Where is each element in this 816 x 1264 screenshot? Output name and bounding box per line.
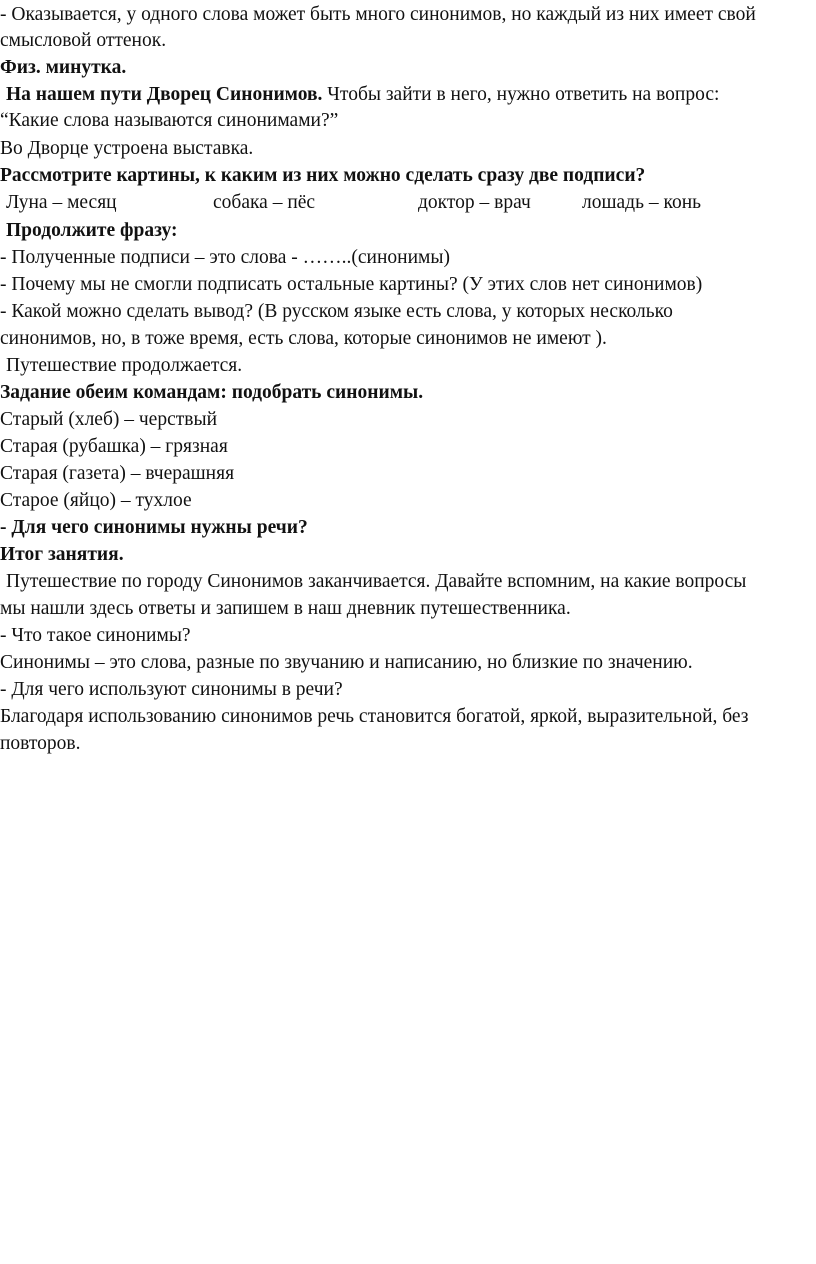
text-line: смысловой оттенок. xyxy=(0,30,167,51)
text-line: - Для чего используют синонимы в речи? xyxy=(0,679,343,700)
text-line: Старая (газета) – вчерашняя xyxy=(0,463,235,484)
text-line: Старое (яйцо) – тухлое xyxy=(0,490,192,511)
palace-title: На нашем пути Дворец Синонимов. xyxy=(6,84,323,105)
text-line: Путешествие по городу Синонимов заканчивается. Давайте вспомним, на какие вопросы xyxy=(6,571,747,592)
text-line: Старый (хлеб) – черствый xyxy=(0,409,218,430)
text-line: Старая (рубашка) – грязная xyxy=(0,436,228,457)
synonym-pair: лошадь – конь xyxy=(582,192,702,213)
section-heading: Итог занятия. xyxy=(0,544,124,565)
text-line: Во Дворце устроена выставка. xyxy=(0,138,254,159)
section-heading: Продолжите фразу: xyxy=(6,220,178,241)
text-fragment: Чтобы зайти в него, нужно ответить на вопрос: xyxy=(322,84,720,105)
text-line: Путешествие продолжается. xyxy=(6,355,243,376)
text-line: мы нашли здесь ответы и запишем в наш дневник путешественника. xyxy=(0,598,571,619)
synonym-pair: собака – пёс xyxy=(213,192,316,213)
section-heading: Задание обеим командам: подобрать синонимы. xyxy=(0,382,424,403)
text-line: - Что такое синонимы? xyxy=(0,625,191,646)
section-heading: - Для чего синонимы нужны речи? xyxy=(0,517,308,538)
text-line: - Полученные подписи – это слова - ……..(синонимы) xyxy=(0,247,450,268)
text-line: Благодаря использованию синонимов речь становится богатой, яркой, выразительной, без xyxy=(0,706,749,727)
section-heading: Физ. минутка. xyxy=(0,57,127,78)
synonym-pair: Луна – месяц xyxy=(6,192,117,213)
text-line: - Какой можно сделать вывод? (В русском языке есть слова, у которых несколько xyxy=(0,301,673,322)
text-line: - Почему мы не смогли подписать остальные картины? (У этих слов нет синонимов) xyxy=(0,274,703,295)
text-line xyxy=(6,82,719,108)
synonym-pair: доктор – врач xyxy=(418,192,531,213)
text-line: синонимов, но, в тоже время, есть слова, которые синонимов не имеют ). xyxy=(0,328,607,349)
text-line: повторов. xyxy=(0,733,81,754)
text-line: - Оказывается, у одного слова может быть много синонимов, но каждый из них имеет свой xyxy=(0,4,756,25)
text-line: “Какие слова называются синонимами?” xyxy=(0,110,339,131)
text-line: Синонимы – это слова, разные по звучанию и написанию, но близкие по значению. xyxy=(0,652,693,673)
synonym-pairs-row xyxy=(0,190,816,216)
section-heading: Рассмотрите картины, к каким из них можно сделать сразу две подписи? xyxy=(0,165,646,186)
